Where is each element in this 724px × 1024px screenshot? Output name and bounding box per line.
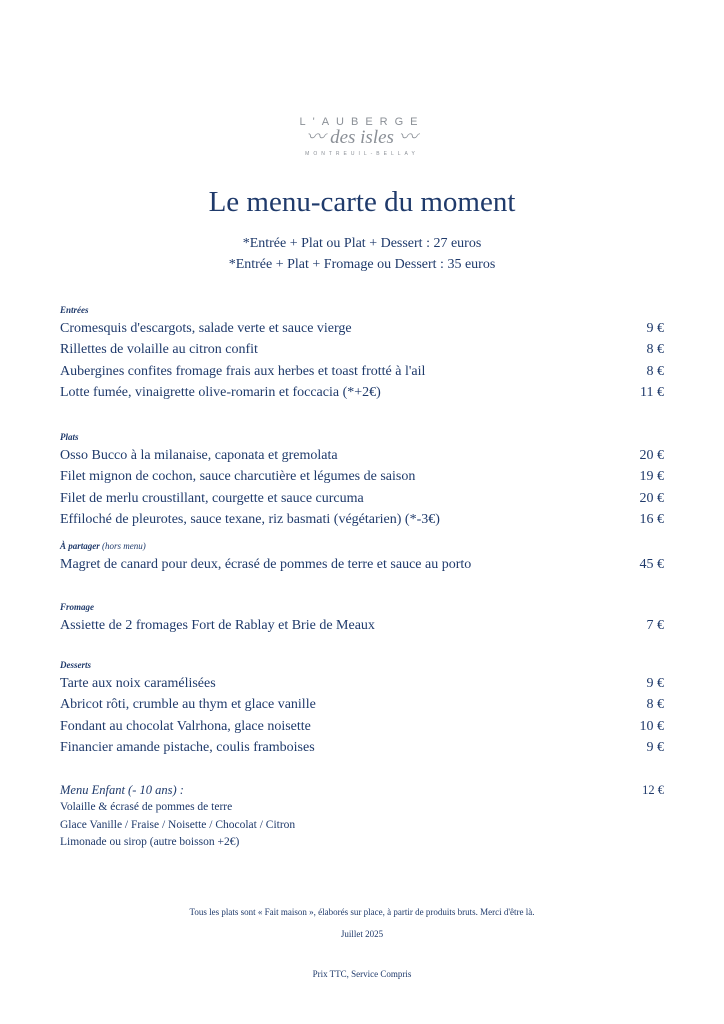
menu-item-name: Tarte aux noix caramélisées — [60, 676, 216, 691]
kids-menu-title: Menu Enfant (- 10 ans) : — [60, 783, 184, 797]
formula-1: *Entrée + Plat ou Plat + Dessert : 27 euros — [242, 236, 482, 251]
section-label: À partager (hors menu) — [60, 541, 146, 551]
menu-item-name: Abricot rôti, crumble au thym et glace vanille — [60, 697, 316, 713]
menu-item-price: 9 € — [646, 676, 664, 691]
section-sublabel: (hors menu) — [102, 541, 146, 551]
menu-item — [60, 445, 664, 466]
kids-menu-line: Limonade ou sirop (autre boisson +2€) — [60, 836, 240, 848]
menu-item-price: 7 € — [646, 618, 664, 633]
menu-item-name: Cromesquis d'escargots, salade verte et sauce vierge — [60, 321, 352, 336]
menu-item — [60, 509, 664, 530]
section-fromage — [60, 599, 664, 636]
menu-item-price: 8 € — [646, 363, 664, 379]
menu-item-name: Filet de merlu croustillant, courgette et sauce curcuma — [60, 490, 364, 506]
logo-line-3: MONTREUIL-BELLAY — [305, 151, 419, 157]
menu-item-name: Lotte fumée, vinaigrette olive-romarin et foccacia (*+2€) — [60, 384, 381, 400]
menu-item — [60, 339, 664, 360]
section-partager — [60, 538, 664, 575]
menu-item — [60, 716, 664, 737]
section-label: Entrées — [60, 305, 89, 315]
menu-item-name: Aubergines confites fromage frais aux herbes et toast frotté à l'ail — [60, 363, 426, 379]
logo-line-2: 〰 des isles 〰 — [306, 127, 418, 148]
section-kids-menu — [60, 782, 664, 852]
menu-item — [60, 673, 664, 694]
section-entrees — [60, 302, 664, 403]
menu-item — [60, 737, 664, 758]
menu-item-price: 8 € — [646, 697, 664, 713]
kids-menu-price: 12 € — [642, 783, 664, 797]
menu-item-price: 9 € — [646, 321, 664, 336]
menu-item-name: Financier amande pistache, coulis framboises — [60, 739, 315, 755]
menu-item-price: 16 € — [639, 511, 664, 527]
menu-item-price: 20 € — [639, 448, 664, 463]
kids-menu-line: Glace Vanille / Fraise / Noisette / Chocolat / Citron — [60, 818, 296, 831]
menu-item — [60, 382, 664, 403]
footer-prices: Prix TTC, Service Compris — [312, 969, 412, 979]
menu-item-name: Osso Bucco à la milanaise, caponata et gremolata — [60, 448, 338, 463]
section-label: Desserts — [60, 660, 91, 670]
menu-item-price: 8 € — [646, 342, 664, 358]
menu-item — [60, 554, 664, 575]
menu-item-price: 45 € — [639, 557, 664, 572]
footer-date: Juillet 2025 — [340, 929, 384, 939]
menu-item-name: Rillettes de volaille au citron confit — [60, 342, 258, 358]
footer-note: Tous les plats sont « Fait maison », élaborés sur place, à partir de produits bruts. Merci d'être là. — [189, 907, 535, 917]
menu-item — [60, 488, 664, 509]
menu-item-name: Magret de canard pour deux, écrasé de pommes de terre et sauce au porto — [60, 557, 472, 572]
section-label: Fromage — [60, 602, 95, 612]
menu-item-name: Effiloché de pleurotes, sauce texane, riz basmati (végétarien) (*-3€) — [60, 511, 440, 527]
menu-item-name: Assiette de 2 fromages Fort de Rablay et Brie de Meaux — [60, 618, 375, 633]
page-title: Le menu-carte du moment — [208, 186, 516, 218]
kids-menu-line: Volaille & écrasé de pommes de terre — [60, 801, 233, 813]
menu-item — [60, 318, 664, 339]
menu-item-price: 10 € — [639, 718, 664, 734]
logo-line-1: L'AUBERGE — [299, 116, 425, 128]
menu-item-price: 11 € — [640, 384, 664, 400]
menu-item-price: 19 € — [639, 469, 664, 485]
section-plats — [60, 429, 664, 530]
menu-item — [60, 615, 664, 636]
section-desserts — [60, 657, 664, 758]
menu-item — [60, 694, 664, 715]
menu-item-name: Filet mignon de cochon, sauce charcutière et légumes de saison — [60, 469, 416, 485]
menu-item — [60, 361, 664, 382]
menu-item — [60, 466, 664, 487]
menu-item-name: Fondant au chocolat Valrhona, glace noisette — [60, 718, 311, 734]
restaurant-logo — [0, 116, 724, 157]
menu-item-price: 9 € — [646, 739, 664, 755]
menu-item-price: 20 € — [639, 490, 664, 506]
formula-2: *Entrée + Plat + Fromage ou Dessert : 35 euros — [228, 257, 496, 272]
section-label: Plats — [60, 432, 79, 442]
